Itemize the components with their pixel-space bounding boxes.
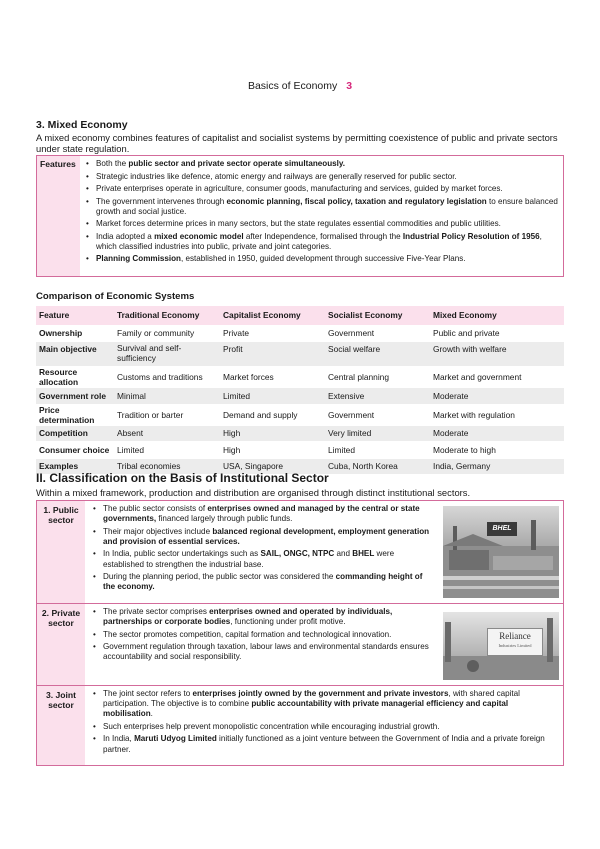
table-cell: Market and government xyxy=(433,372,522,382)
public-sector-point: • The public sector consists of enterprises owned and managed by the central or state governments, financed largely through public funds. xyxy=(92,504,432,524)
table-row xyxy=(36,367,564,388)
running-header xyxy=(0,80,600,92)
table-row xyxy=(36,442,564,459)
row-divider xyxy=(37,603,563,604)
table-cell: Limited xyxy=(220,388,325,405)
feature-item: • Planning Commission, established in 1950, guided development through successive Five-Year Plans. xyxy=(85,254,561,264)
features-list xyxy=(85,159,561,267)
table-cell: Demand and supply xyxy=(223,409,298,420)
joint-sector-label-line1: 3. Joint xyxy=(45,690,77,700)
table-cell: Family or community xyxy=(117,328,195,339)
table-cell: Minimal xyxy=(114,388,220,405)
public-sector-label-line1: 1. Public xyxy=(43,505,79,515)
table-cell: Growth with welfare xyxy=(430,342,564,367)
table-cell: Tradition or barter xyxy=(117,409,184,420)
section-title-mixed-economy: 3. Mixed Economy xyxy=(36,119,128,131)
table-cell: Private xyxy=(223,328,250,339)
public-sector-point: • In India, public sector undertakings such as SAIL, ONGC, NTPC and BHEL were established to strengthen the industrial base. xyxy=(92,549,432,569)
table-cell: Market with regulation xyxy=(433,409,515,420)
joint-sector-label xyxy=(37,686,85,765)
table-cell: Very limited xyxy=(325,425,430,442)
table-cell: Market forces xyxy=(223,372,274,382)
table-cell: Customs and traditions xyxy=(117,372,203,382)
bhel-plant-photo xyxy=(443,506,559,598)
column-header: Capitalist Economy xyxy=(220,306,325,325)
section-intro-mixed-economy: A mixed economy combines features of capitalist and socialist systems by permitting coexistence of public and private sectors under state regulation. xyxy=(36,132,558,154)
private-sector-label xyxy=(37,604,85,685)
reliance-sign-name: Reliance xyxy=(499,631,531,641)
section-intro-classification: Within a mixed framework, production and distribution are organised through distinct institutional sectors. xyxy=(36,487,471,498)
table-header-row xyxy=(36,306,564,325)
private-sector-points xyxy=(92,607,432,665)
table-cell: Social welfare xyxy=(325,342,430,367)
table-cell: Moderate xyxy=(430,388,564,405)
header-title: Basics of Economy xyxy=(247,80,338,92)
table-cell: High xyxy=(223,444,241,455)
features-box xyxy=(36,155,564,277)
bhel-logo: BHEL xyxy=(487,522,517,536)
comparison-title: Comparison of Economic Systems xyxy=(36,291,195,302)
table-cell: Moderate to high xyxy=(433,444,496,455)
column-header: Mixed Economy xyxy=(430,306,564,325)
comparison-table xyxy=(36,306,564,475)
table-cell: Examples xyxy=(36,458,114,475)
private-sector-point: • The sector promotes competition, capital formation and technological innovation. xyxy=(92,630,432,640)
table-row xyxy=(36,342,564,367)
reliance-sign-subtitle: Industries Limited xyxy=(498,643,532,648)
column-header: Socialist Economy xyxy=(325,306,430,325)
joint-sector-point: • In India, Maruti Udyog Limited initially functioned as a joint venture between the Government of India and a private foreign partner. xyxy=(92,734,560,754)
column-header: Traditional Economy xyxy=(114,306,220,325)
private-sector-point: • The private sector comprises enterprises owned and operated by individuals, partnerships or corporate bodies, functioning under profit motive. xyxy=(92,607,432,627)
feature-item: • Market forces determine prices in many sectors, but the state regulates essential commodities and public utilities. xyxy=(85,219,561,229)
public-sector-points xyxy=(92,504,432,595)
features-label: Features xyxy=(37,156,80,276)
table-cell: Limited xyxy=(328,444,355,455)
public-sector-point: • During the planning period, the public sector was considered the commanding height of the economy. xyxy=(92,572,432,592)
joint-sector-label-line2: sector xyxy=(48,700,74,710)
table-cell: Extensive xyxy=(325,388,430,405)
table-row xyxy=(36,388,564,405)
public-sector-label xyxy=(37,501,85,603)
reliance-photo xyxy=(443,612,559,680)
table-cell: Resource allocation xyxy=(39,367,79,387)
joint-sector-points xyxy=(92,689,560,757)
table-cell: Moderate xyxy=(430,425,564,442)
table-cell: Tribal economies xyxy=(114,458,220,475)
table-cell: Public and private xyxy=(433,328,500,339)
table-cell: India, Germany xyxy=(430,458,564,475)
feature-item: • India adopted a mixed economic model after Independence, formalised through the Industrial Policy Resolution of 1956, which classified industries into public, private and joint categories. xyxy=(85,232,561,252)
public-sector-label-line2: sector xyxy=(48,515,74,525)
feature-item: • Strategic industries like defence, atomic energy and railways are generally reserved for public sector. xyxy=(85,172,561,182)
reliance-sign xyxy=(487,628,543,656)
feature-item: • Private enterprises operate in agriculture, consumer goods, manufacturing and services, guided by market forces. xyxy=(85,184,561,194)
table-cell: Government role xyxy=(36,388,114,405)
table-row xyxy=(36,404,564,425)
table-cell: Central planning xyxy=(328,372,389,382)
joint-sector-point: • Such enterprises help prevent monopolistic concentration while encouraging industrial growth. xyxy=(92,722,560,732)
table-cell: USA, Singapore xyxy=(220,458,325,475)
column-header: Feature xyxy=(36,306,114,325)
table-cell: Cuba, North Korea xyxy=(325,458,430,475)
joint-sector-point: • The joint sector refers to enterprises jointly owned by the government and private investors, with shared capital participation. The objective is to combine public accountability with private managerial efficiency and capital mobilisation. xyxy=(92,689,560,720)
table-cell: Competition xyxy=(36,425,114,442)
feature-item: • The government intervenes through economic planning, fiscal policy, taxation and regulatory legislation to ensure balanced growth and social justice. xyxy=(85,197,561,217)
classification-box xyxy=(36,500,564,766)
table-cell: Absent xyxy=(114,425,220,442)
table-cell: Profit xyxy=(220,342,325,367)
table-cell: Main objective xyxy=(36,342,114,367)
table-cell: Price determination xyxy=(39,404,95,425)
section-title-classification: II. Classification on the Basis of Institutional Sector xyxy=(36,471,329,485)
table-cell: Limited xyxy=(117,444,144,455)
public-sector-point: • Their major objectives include balanced regional development, employment generation and provision of essential services. xyxy=(92,527,432,547)
table-cell: High xyxy=(220,425,325,442)
feature-item: • Both the public sector and private sector operate simultaneously. xyxy=(85,159,561,169)
table-row xyxy=(36,325,564,342)
private-sector-point: • Government regulation through taxation, labour laws and environmental standards ensures accountability and social responsibility. xyxy=(92,642,432,662)
private-sector-label-line2: sector xyxy=(48,618,74,628)
private-sector-label-line1: 2. Private xyxy=(41,608,81,618)
row-divider xyxy=(37,685,563,686)
bhel-plant-illustration xyxy=(443,506,559,598)
table-cell: Survival and self-sufficiency xyxy=(114,342,220,367)
table-cell: Government xyxy=(328,409,375,420)
table-row xyxy=(36,425,564,442)
page-number: 3 xyxy=(346,80,353,92)
table-cell: Government xyxy=(328,328,375,339)
table-cell: Consumer choice xyxy=(39,444,110,455)
table-cell: Ownership xyxy=(39,328,83,339)
